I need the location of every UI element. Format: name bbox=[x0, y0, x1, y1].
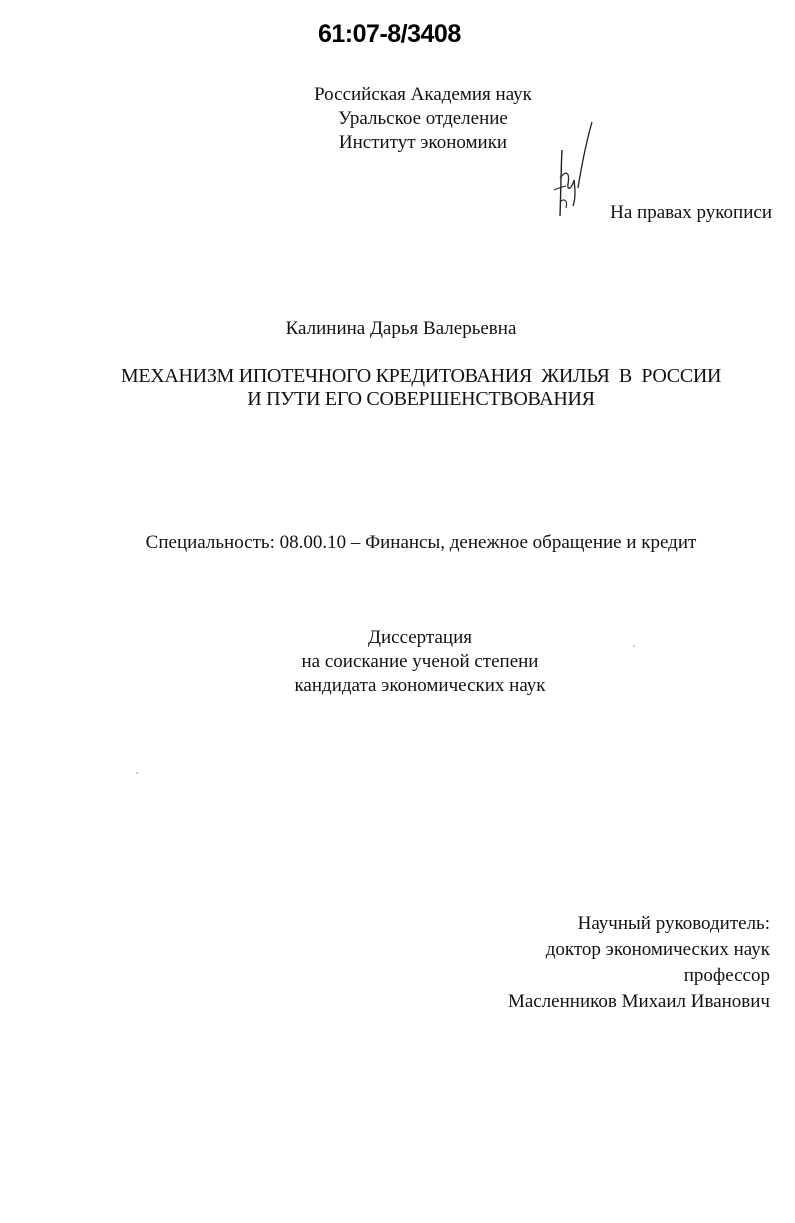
title-line-1: МЕХАНИЗМ ИПОТЕЧНОГО КРЕДИТОВАНИЯ ЖИЛЬЯ В РОССИИ bbox=[120, 365, 722, 387]
specialty-line: Специальность: 08.00.10 – Финансы, денежное обращение и кредит bbox=[145, 532, 697, 553]
handwritten-signature-icon bbox=[548, 118, 608, 228]
degree-type: Диссертация bbox=[368, 627, 472, 648]
rights-notice: На правах рукописи bbox=[610, 202, 772, 223]
supervisor-label: Научный руководитель: bbox=[577, 913, 770, 934]
supervisor-block bbox=[508, 911, 770, 1015]
dissertation-title bbox=[121, 365, 721, 411]
institution-block bbox=[314, 83, 532, 155]
degree-block bbox=[294, 626, 545, 698]
scan-speck bbox=[136, 772, 138, 774]
author-name: Калинина Дарья Валерьевна bbox=[285, 318, 517, 339]
degree-purpose: на соискание ученой степени bbox=[301, 651, 539, 672]
supervisor-degree: доктор экономических наук bbox=[545, 939, 770, 960]
supervisor-rank: профессор bbox=[683, 965, 770, 986]
scan-speck bbox=[633, 645, 635, 647]
supervisor-name: Масленников Михаил Иванович bbox=[507, 991, 770, 1012]
institution-branch: Уральское отделение bbox=[338, 108, 508, 129]
title-line-2: И ПУТИ ЕГО СОВЕРШЕНСТВОВАНИЯ bbox=[247, 388, 595, 410]
degree-field: кандидата экономических наук bbox=[294, 675, 546, 696]
institution-institute: Институт экономики bbox=[338, 132, 508, 153]
institution-academy: Российская Академия наук bbox=[314, 84, 532, 105]
archive-code: 61:07-8/3408 bbox=[318, 20, 461, 48]
